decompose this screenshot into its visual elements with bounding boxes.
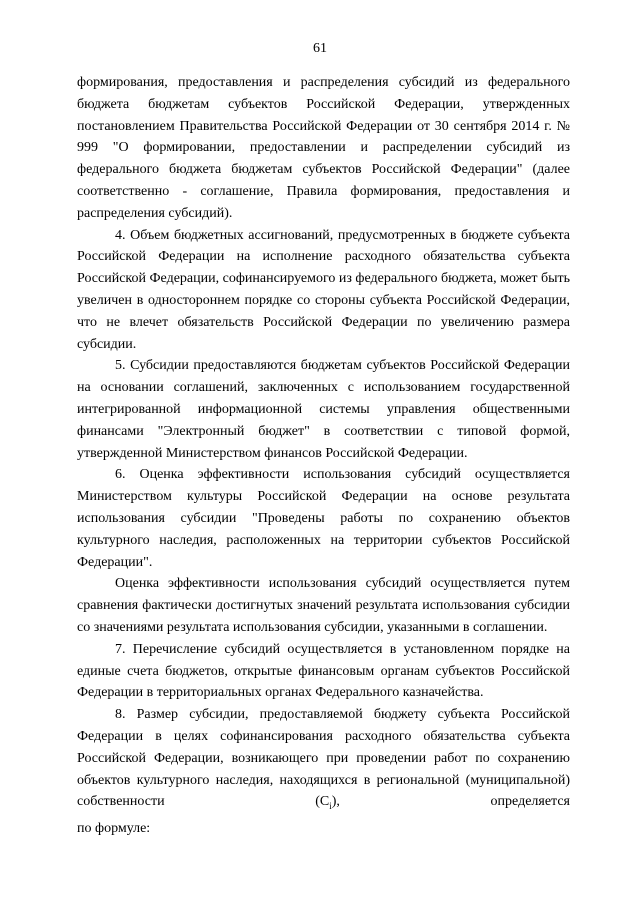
page-number: 61 [313,41,327,56]
paragraph-8 [77,704,570,818]
paragraph-6: 6. Оценка эффективности использования субсидий осуществляется Министерством культуры Российской Федерации на основе результата использования субсидии "Проведены работы по сохранению объектов культурного наследия, расположенных на территории субъектов Российской Федерации". [77,467,570,570]
formula-symbol: C [319,794,330,810]
formula-symbol-ci [319,794,332,812]
paragraph-continuation: формирования, предоставления и распределения субсидий из федерального бюджета бюджетам субъектов Российской Федерации, утвержденных постановлением Правительства Российской Федерации от 30 сентября 2014 г. № 999 "О формировании, предоставлении и распределении субсидий из федерального бюджета бюджетам субъектов Российской Федерации" (далее соответственно - соглашение, Правила формирования, предоставления и распределения субсидий). [77,75,570,221]
paragraph-6-evaluation: Оценка эффективности использования субсидий осуществляется путем сравнения фактически достигнутых значений результата использования субсидии со значениями результата использования субсидии, указанными в соглашении. [77,576,570,635]
paragraph-8-formula-intro: по формуле: [77,820,151,836]
paragraph-5: 5. Субсидии предоставляются бюджетам субъектов Российской Федерации на основании соглашений, заключенных с использованием государственной интегрированной информационной системы управления общественными финансами "Электронный бюджет" в соответствии с типовой формой, утвержденной Министерством финансов Российской Федерации. [77,358,570,461]
document-body [77,72,570,840]
paragraph-4: 4. Объем бюджетных ассигнований, предусмотренных в бюджете субъекта Российской Федерации на исполнение расходного обязательства субъекта Российской Федерации, софинансируемого из федерального бюджета, может быть увеличен в одностороннем порядке со стороны субъекта Российской Федерации, что не влечет обязательств Российской Федерации по увеличению размера субсидии. [77,227,571,352]
paragraph-7: 7. Перечисление субсидий осуществляется в установленном порядке на единые счета бюджетов, открытые финансовым органам субъектов Российской Федерации в территориальных органах Федерального казначейства. [77,641,570,701]
paragraph-8-text-end: ), определяется [331,794,571,810]
formula-subscript: i [329,801,332,812]
paragraph-8-text: 8. Размер субсидии, предоставляемой бюджету субъекта Российской Федерации в целях софинансирования расходного обязательства субъекта Российской Федерации, возникающего при проведении работ по сохранению объектов культурного наследия, находящихся в региональной (муниципальной) собственности ( [77,707,570,810]
